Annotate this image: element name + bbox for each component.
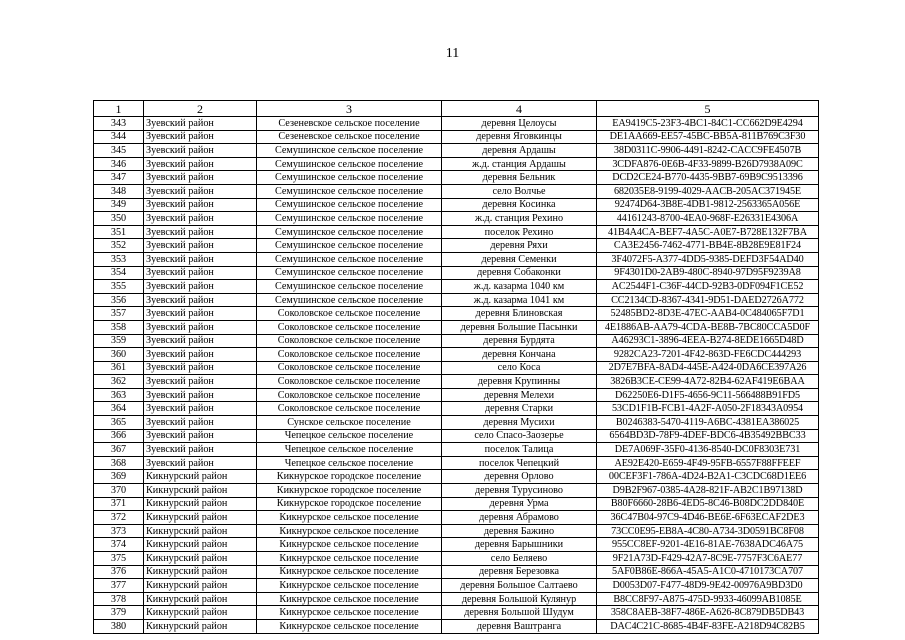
table-row <box>94 130 819 144</box>
table-row <box>94 266 819 280</box>
row-number: 359 <box>94 334 144 348</box>
guid-cell: DE7A069F-35F0-4136-8540-DC0F8303E731 <box>597 443 819 457</box>
district-cell: Зуевский район <box>144 239 257 253</box>
municipality-cell: Чепецкое сельское поселение <box>257 456 442 470</box>
table-row <box>94 524 819 538</box>
table-row <box>94 497 819 511</box>
municipality-cell: Кикнурское сельское поселение <box>257 619 442 633</box>
guid-cell: DE1AA669-EE57-45BC-BB5A-811B769C3F30 <box>597 130 819 144</box>
district-cell: Зуевский район <box>144 443 257 457</box>
table-row <box>94 484 819 498</box>
table-header-row <box>94 101 819 117</box>
row-number: 380 <box>94 619 144 633</box>
guid-cell: D9B2F967-0385-4A28-821F-AB2C1B97138D <box>597 484 819 498</box>
district-cell: Зуевский район <box>144 334 257 348</box>
district-cell: Кикнурский район <box>144 497 257 511</box>
municipality-cell: Кикнурское городское поселение <box>257 470 442 484</box>
row-number: 350 <box>94 212 144 226</box>
row-number: 353 <box>94 252 144 266</box>
table-row <box>94 184 819 198</box>
row-number: 362 <box>94 375 144 389</box>
settlement-cell: деревня Барышники <box>442 538 597 552</box>
guid-cell: 358C8AEB-38F7-486E-A626-8C879DB5DB43 <box>597 606 819 620</box>
settlement-cell: деревня Мусихи <box>442 416 597 430</box>
settlement-cell: поселок Талица <box>442 443 597 457</box>
municipality-cell: Соколовское сельское поселение <box>257 388 442 402</box>
district-cell: Кикнурский район <box>144 484 257 498</box>
guid-cell: 9F4301D0-2AB9-480C-8940-97D95F9239A8 <box>597 266 819 280</box>
municipality-cell: Семушинское сельское поселение <box>257 171 442 185</box>
settlement-cell: ж.д. казарма 1041 км <box>442 293 597 307</box>
guid-cell: 3F4072F5-A377-4DD5-9385-DEFD3F54AD40 <box>597 252 819 266</box>
municipality-cell: Семушинское сельское поселение <box>257 144 442 158</box>
table-row <box>94 361 819 375</box>
row-number: 374 <box>94 538 144 552</box>
municipality-cell: Сезеневское сельское поселение <box>257 117 442 131</box>
guid-cell: 38D0311C-9906-4491-8242-CACC9FE4507B <box>597 144 819 158</box>
municipality-cell: Соколовское сельское поселение <box>257 320 442 334</box>
guid-cell: 5AF0B86E-866A-45A5-A1C0-4710173CA707 <box>597 565 819 579</box>
table-row <box>94 307 819 321</box>
guid-cell: EA9419C5-23F3-4BC1-84C1-CC662D9E4294 <box>597 117 819 131</box>
settlement-cell: деревня Ардашы <box>442 144 597 158</box>
row-number: 354 <box>94 266 144 280</box>
district-cell: Зуевский район <box>144 361 257 375</box>
guid-cell: 955CC8EF-9201-4E16-81AE-7638ADC46A75 <box>597 538 819 552</box>
table-row <box>94 552 819 566</box>
row-number: 368 <box>94 456 144 470</box>
settlement-cell: деревня Большие Пасынки <box>442 320 597 334</box>
table-row <box>94 538 819 552</box>
guid-cell: 52485BD2-8D3E-47EC-AAB4-0C484065F7D1 <box>597 307 819 321</box>
district-cell: Зуевский район <box>144 280 257 294</box>
guid-cell: 4E1886AB-AA79-4CDA-BE8B-7BC80CCA5D0F <box>597 320 819 334</box>
guid-cell: 6564BD3D-78F9-4DEF-BDC6-4B35492BBC33 <box>597 429 819 443</box>
district-cell: Кикнурский район <box>144 552 257 566</box>
district-cell: Зуевский район <box>144 212 257 226</box>
row-number: 377 <box>94 579 144 593</box>
municipality-cell: Соколовское сельское поселение <box>257 348 442 362</box>
table-row <box>94 456 819 470</box>
guid-cell: D0053D07-F477-48D9-9E42-00976A9BD3D0 <box>597 579 819 593</box>
district-cell: Зуевский район <box>144 198 257 212</box>
table-row <box>94 198 819 212</box>
settlement-cell: деревня Большой Кулянур <box>442 592 597 606</box>
row-number: 372 <box>94 511 144 525</box>
guid-cell: 41B4A4CA-BEF7-4A5C-A0E7-B728E132F7BA <box>597 225 819 239</box>
row-number: 347 <box>94 171 144 185</box>
district-cell: Зуевский район <box>144 348 257 362</box>
guid-cell: B8CC8F97-A875-475D-9933-46099AB1085E <box>597 592 819 606</box>
municipality-cell: Семушинское сельское поселение <box>257 266 442 280</box>
row-number: 351 <box>94 225 144 239</box>
district-cell: Зуевский район <box>144 388 257 402</box>
table-row <box>94 388 819 402</box>
table-body <box>94 117 819 634</box>
column-header-settlement: 4 <box>442 101 597 117</box>
settlement-cell: деревня Ряхи <box>442 239 597 253</box>
settlement-cell: деревня Урма <box>442 497 597 511</box>
settlement-cell: деревня Березовка <box>442 565 597 579</box>
page-number: 11 <box>445 46 460 61</box>
municipality-cell: Соколовское сельское поселение <box>257 375 442 389</box>
row-number: 376 <box>94 565 144 579</box>
guid-cell: CC2134CD-8367-4341-9D51-DAED2726A772 <box>597 293 819 307</box>
table-row <box>94 334 819 348</box>
municipality-cell: Семушинское сельское поселение <box>257 184 442 198</box>
district-cell: Зуевский район <box>144 117 257 131</box>
municipality-cell: Кикнурское сельское поселение <box>257 579 442 593</box>
district-cell: Зуевский район <box>144 375 257 389</box>
district-cell: Зуевский район <box>144 130 257 144</box>
district-cell: Зуевский район <box>144 402 257 416</box>
guid-cell: 44161243-8700-4EA0-968F-E26331E4306A <box>597 212 819 226</box>
table-row <box>94 470 819 484</box>
row-number: 355 <box>94 280 144 294</box>
row-number: 365 <box>94 416 144 430</box>
table-row <box>94 252 819 266</box>
district-cell: Зуевский район <box>144 157 257 171</box>
municipality-cell: Кикнурское сельское поселение <box>257 606 442 620</box>
settlement-cell: деревня Старки <box>442 402 597 416</box>
district-cell: Кикнурский район <box>144 619 257 633</box>
table-row <box>94 375 819 389</box>
settlement-cell: деревня Орлово <box>442 470 597 484</box>
column-header-guid: 5 <box>597 101 819 117</box>
guid-cell: 9F21A73D-F429-42A7-8C9E-7757F3C6AE77 <box>597 552 819 566</box>
row-number: 364 <box>94 402 144 416</box>
row-number: 369 <box>94 470 144 484</box>
table-row <box>94 606 819 620</box>
guid-cell: A46293C1-3896-4EEA-B274-8EDE1665D48D <box>597 334 819 348</box>
row-number: 349 <box>94 198 144 212</box>
district-cell: Зуевский район <box>144 307 257 321</box>
municipality-cell: Семушинское сельское поселение <box>257 293 442 307</box>
table-row <box>94 320 819 334</box>
guid-cell: 9282CA23-7201-4F42-863D-FE6CDC444293 <box>597 348 819 362</box>
district-cell: Кикнурский район <box>144 511 257 525</box>
row-number: 361 <box>94 361 144 375</box>
district-cell: Зуевский район <box>144 144 257 158</box>
municipality-cell: Соколовское сельское поселение <box>257 307 442 321</box>
settlement-cell: ж.д. станция Рехино <box>442 212 597 226</box>
table-row <box>94 239 819 253</box>
row-number: 348 <box>94 184 144 198</box>
district-cell: Зуевский район <box>144 225 257 239</box>
district-cell: Зуевский район <box>144 293 257 307</box>
municipality-cell: Семушинское сельское поселение <box>257 239 442 253</box>
row-number: 358 <box>94 320 144 334</box>
settlements-table <box>93 100 819 634</box>
table-row <box>94 144 819 158</box>
district-cell: Зуевский район <box>144 184 257 198</box>
guid-cell: CA3E2456-7462-4771-BB4E-8B28E9E81F24 <box>597 239 819 253</box>
municipality-cell: Кикнурское сельское поселение <box>257 511 442 525</box>
row-number: 373 <box>94 524 144 538</box>
settlement-cell: деревня Абрамово <box>442 511 597 525</box>
settlement-cell: деревня Яговкинцы <box>442 130 597 144</box>
municipality-cell: Чепецкое сельское поселение <box>257 429 442 443</box>
settlement-cell: село Волчье <box>442 184 597 198</box>
settlement-cell: деревня Целоусы <box>442 117 597 131</box>
municipality-cell: Сунское сельское поселение <box>257 416 442 430</box>
district-cell: Кикнурский район <box>144 606 257 620</box>
guid-cell: AE92E420-E659-4F49-95FB-6557F88FFEEF <box>597 456 819 470</box>
district-cell: Кикнурский район <box>144 538 257 552</box>
column-header-number: 1 <box>94 101 144 117</box>
municipality-cell: Кикнурское сельское поселение <box>257 538 442 552</box>
table-row <box>94 293 819 307</box>
guid-cell: 73CC0E95-EB8A-4C80-A734-3D0591BC8F08 <box>597 524 819 538</box>
settlement-cell: деревня Большое Салтаево <box>442 579 597 593</box>
row-number: 367 <box>94 443 144 457</box>
municipality-cell: Семушинское сельское поселение <box>257 280 442 294</box>
settlement-cell: деревня Ваштранга <box>442 619 597 633</box>
district-cell: Кикнурский район <box>144 592 257 606</box>
row-number: 375 <box>94 552 144 566</box>
municipality-cell: Кикнурское сельское поселение <box>257 524 442 538</box>
municipality-cell: Соколовское сельское поселение <box>257 334 442 348</box>
row-number: 360 <box>94 348 144 362</box>
settlement-cell: деревня Семенки <box>442 252 597 266</box>
guid-cell: 3826B3CE-CE99-4A72-82B4-62AF419E6BAA <box>597 375 819 389</box>
guid-cell: B0246383-5470-4119-A6BC-4381EA386025 <box>597 416 819 430</box>
table-row <box>94 348 819 362</box>
row-number: 352 <box>94 239 144 253</box>
municipality-cell: Кикнурское сельское поселение <box>257 565 442 579</box>
settlement-cell: ж.д. станция Ардашы <box>442 157 597 171</box>
district-cell: Зуевский район <box>144 266 257 280</box>
district-cell: Зуевский район <box>144 171 257 185</box>
row-number: 366 <box>94 429 144 443</box>
settlement-cell: деревня Турусиново <box>442 484 597 498</box>
row-number: 345 <box>94 144 144 158</box>
settlement-cell: село Коса <box>442 361 597 375</box>
municipality-cell: Кикнурское сельское поселение <box>257 552 442 566</box>
table-row <box>94 225 819 239</box>
table-row <box>94 565 819 579</box>
district-cell: Зуевский район <box>144 416 257 430</box>
settlement-cell: деревня Косинка <box>442 198 597 212</box>
table-row <box>94 416 819 430</box>
guid-cell: B80F6660-28B6-4ED5-8C46-B08DC2DD840E <box>597 497 819 511</box>
guid-cell: 2D7E7BFA-8AD4-445E-A424-0DA6CE397A26 <box>597 361 819 375</box>
guid-cell: 53CD1F1B-FCB1-4A2F-A050-2F18343A0954 <box>597 402 819 416</box>
municipality-cell: Соколовское сельское поселение <box>257 402 442 416</box>
row-number: 363 <box>94 388 144 402</box>
row-number: 378 <box>94 592 144 606</box>
municipality-cell: Кикнурское городское поселение <box>257 497 442 511</box>
settlement-cell: деревня Кончана <box>442 348 597 362</box>
guid-cell: 36C47B04-97C9-4D46-BE6E-6F63ECAF2DE3 <box>597 511 819 525</box>
district-cell: Кикнурский район <box>144 565 257 579</box>
settlement-cell: поселок Чепецкий <box>442 456 597 470</box>
settlement-cell: деревня Большой Шудум <box>442 606 597 620</box>
settlement-cell: деревня Мелехи <box>442 388 597 402</box>
column-header-district: 2 <box>144 101 257 117</box>
guid-cell: 682035E8-9199-4029-AACB-205AC371945E <box>597 184 819 198</box>
table-row <box>94 511 819 525</box>
column-header-municipality: 3 <box>257 101 442 117</box>
municipality-cell: Сезеневское сельское поселение <box>257 130 442 144</box>
settlement-cell: ж.д. казарма 1040 км <box>442 280 597 294</box>
table-row <box>94 157 819 171</box>
row-number: 357 <box>94 307 144 321</box>
table-row <box>94 443 819 457</box>
municipality-cell: Соколовское сельское поселение <box>257 361 442 375</box>
guid-cell: 92474D64-3B8E-4DB1-9812-2563365A056E <box>597 198 819 212</box>
table-row <box>94 117 819 131</box>
guid-cell: DAC4C21C-8685-4B4F-83FE-A218D94C82B5 <box>597 619 819 633</box>
row-number: 343 <box>94 117 144 131</box>
row-number: 379 <box>94 606 144 620</box>
table-row <box>94 592 819 606</box>
guid-cell: 3CDFA876-0E6B-4F33-9899-B26D7938A09C <box>597 157 819 171</box>
table-row <box>94 402 819 416</box>
municipality-cell: Чепецкое сельское поселение <box>257 443 442 457</box>
settlement-cell: деревня Бельник <box>442 171 597 185</box>
settlement-cell: деревня Бажино <box>442 524 597 538</box>
settlement-cell: деревня Крупинны <box>442 375 597 389</box>
district-cell: Зуевский район <box>144 252 257 266</box>
row-number: 344 <box>94 130 144 144</box>
settlement-cell: деревня Бурдята <box>442 334 597 348</box>
municipality-cell: Семушинское сельское поселение <box>257 198 442 212</box>
table-row <box>94 212 819 226</box>
guid-cell: DCD2CE24-B770-4435-9BB7-69B9C9513396 <box>597 171 819 185</box>
settlement-cell: поселок Рехино <box>442 225 597 239</box>
district-cell: Зуевский район <box>144 456 257 470</box>
row-number: 370 <box>94 484 144 498</box>
table-row <box>94 619 819 633</box>
guid-cell: D62250E6-D1F5-4656-9C11-566488B91FD5 <box>597 388 819 402</box>
municipality-cell: Семушинское сельское поселение <box>257 157 442 171</box>
settlement-cell: село Беляево <box>442 552 597 566</box>
district-cell: Зуевский район <box>144 320 257 334</box>
municipality-cell: Кикнурское городское поселение <box>257 484 442 498</box>
guid-cell: AC2544F1-C36F-44CD-92B3-0DF094F1CE52 <box>597 280 819 294</box>
municipality-cell: Семушинское сельское поселение <box>257 225 442 239</box>
district-cell: Зуевский район <box>144 429 257 443</box>
table-row <box>94 429 819 443</box>
table-row <box>94 280 819 294</box>
table-row <box>94 579 819 593</box>
municipality-cell: Семушинское сельское поселение <box>257 212 442 226</box>
row-number: 371 <box>94 497 144 511</box>
settlement-cell: деревня Блиновская <box>442 307 597 321</box>
district-cell: Кикнурский район <box>144 524 257 538</box>
table-row <box>94 171 819 185</box>
district-cell: Кикнурский район <box>144 470 257 484</box>
district-cell: Кикнурский район <box>144 579 257 593</box>
settlement-cell: деревня Собаконки <box>442 266 597 280</box>
settlement-cell: село Спасо-Заозерье <box>442 429 597 443</box>
row-number: 356 <box>94 293 144 307</box>
guid-cell: 00CEF3F1-786A-4D24-B2A1-C3CDC68D1EE6 <box>597 470 819 484</box>
row-number: 346 <box>94 157 144 171</box>
municipality-cell: Кикнурское сельское поселение <box>257 592 442 606</box>
municipality-cell: Семушинское сельское поселение <box>257 252 442 266</box>
